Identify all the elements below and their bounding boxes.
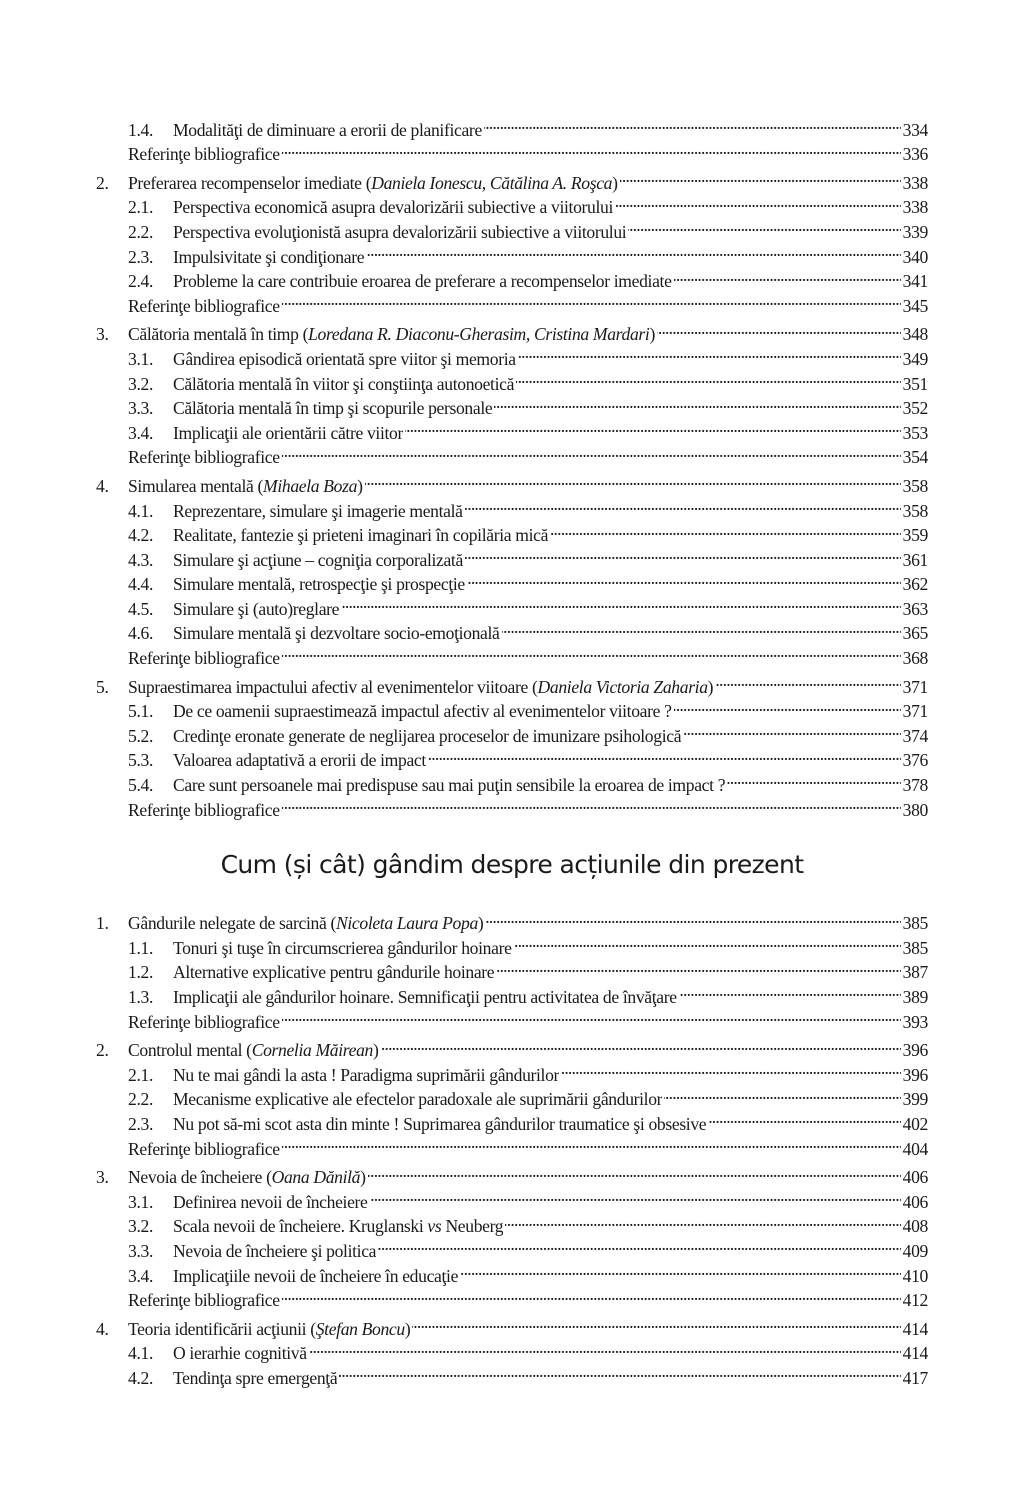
- toc-chapter: [96, 1032, 928, 1159]
- subsection-title-text: Implicaţii ale orientării către viitor: [173, 422, 403, 443]
- page-number: 406: [902, 1191, 928, 1212]
- subsection-number: 5.2.: [128, 725, 153, 746]
- subsection-title-text: Tendinţa spre emergenţă: [173, 1367, 338, 1388]
- references-title: Referinţe bibliografice: [128, 799, 280, 820]
- subsection-number: 2.3.: [128, 1113, 153, 1134]
- subsection-title-text: Realitate, fantezie şi prieteni imaginari în copilăria mică: [173, 525, 549, 546]
- subsection-title-text: Simulare mentală, retrospecţie şi prospecţie: [173, 574, 465, 595]
- chapter-number: 4.: [96, 475, 109, 496]
- dot-leader: [485, 905, 900, 930]
- chapter-title-text: Preferarea recompenselor imediate (: [128, 172, 372, 193]
- dot-leader: [339, 1359, 900, 1384]
- subsection-title: [173, 195, 613, 220]
- subsection-number: 3.4.: [128, 422, 153, 443]
- dot-leader: [615, 189, 901, 214]
- chapter-title: [128, 1165, 366, 1190]
- subsection-title-text: Gândirea episodică orientată spre viitor şi memoria: [173, 348, 516, 369]
- subsection-title: [173, 936, 512, 961]
- dot-leader: [494, 390, 900, 415]
- page-number: 412: [902, 1290, 928, 1311]
- subsection-title: [173, 372, 514, 397]
- page-number: 336: [902, 144, 928, 165]
- dot-leader: [282, 1003, 901, 1028]
- subsection-title-italic: vs: [427, 1216, 442, 1237]
- references-title: Referinţe bibliografice: [128, 144, 280, 165]
- subsection-title-text: Perspectiva economică asupra devalorizării subiective a viitorului: [173, 197, 614, 218]
- page-number: 406: [902, 1167, 928, 1188]
- dot-leader: [502, 615, 901, 640]
- references-title: Referinţe bibliografice: [128, 1138, 280, 1159]
- subsection-title: [173, 1341, 307, 1366]
- dot-leader: [727, 766, 900, 791]
- subsection-number: 4.4.: [128, 574, 153, 595]
- dot-leader: [505, 1208, 900, 1233]
- toc-chapter: [96, 905, 928, 1032]
- page-number: 371: [902, 701, 928, 722]
- page-number: 378: [902, 775, 928, 796]
- chapter-authors: Oana Dănilă: [271, 1167, 361, 1188]
- page-number: 359: [902, 525, 928, 546]
- dot-leader: [412, 1310, 900, 1335]
- page-number: 389: [902, 987, 928, 1007]
- dot-leader: [365, 467, 901, 492]
- dot-leader: [674, 263, 901, 288]
- subsection-number: 4.1.: [128, 1343, 153, 1364]
- page-number: 363: [902, 598, 928, 619]
- dot-leader: [550, 517, 901, 542]
- page-number: 358: [902, 475, 928, 496]
- chapter-title-text: Călătoria mentală în timp (: [128, 324, 309, 345]
- chapter-title-text: Simularea mentală (: [128, 475, 264, 496]
- page-number: 358: [902, 500, 928, 521]
- dot-leader: [628, 213, 900, 238]
- dot-leader: [405, 414, 901, 439]
- subsection-number: 3.4.: [128, 1265, 153, 1286]
- dot-leader: [381, 1032, 901, 1057]
- subsection-title-text: Valoarea adaptativă a erorii de impact: [173, 750, 426, 771]
- dot-leader: [428, 742, 901, 767]
- subsection-number: 3.3.: [128, 1240, 153, 1261]
- dot-leader: [282, 287, 901, 312]
- section-heading: Cum (și cât) gândim despre acțiunile din prezent: [220, 849, 804, 879]
- subsection-title-text: Simulare şi (auto)reglare: [173, 598, 340, 619]
- toc-chapter-row[interactable]: [96, 668, 928, 697]
- subsection-title-text: Implicaţiile nevoii de încheiere în educaţie: [173, 1265, 459, 1286]
- dot-leader: [683, 717, 901, 742]
- page-number: 345: [902, 295, 928, 316]
- chapter-authors: Mihaela Boza: [263, 475, 358, 496]
- subsection-title-text: Nevoia de încheiere şi politica: [173, 1240, 377, 1261]
- subsection-title-text: Nu te mai gândi la asta ! Paradigma suprimării gândurilor: [173, 1064, 560, 1085]
- page-number: 393: [902, 1011, 928, 1032]
- chapter-authors: Nicoleta Laura Popa: [335, 913, 478, 934]
- subsection-number: 2.4.: [128, 271, 153, 292]
- subsection-number: 4.3.: [128, 549, 153, 570]
- page-number: 368: [902, 648, 928, 669]
- chapter-title-end: ): [357, 475, 363, 496]
- page-number: 417: [902, 1367, 928, 1388]
- chapter-title-text: Controlul mental (: [128, 1040, 252, 1061]
- toc-chapter-row[interactable]: [96, 164, 928, 193]
- page-number: 414: [902, 1318, 928, 1339]
- references-title: Referinţe bibliografice: [128, 1011, 280, 1032]
- dot-leader: [664, 1081, 900, 1106]
- dot-leader: [715, 668, 900, 693]
- chapter-title-end: ): [372, 1040, 379, 1061]
- subsection-number: 3.2.: [128, 1216, 153, 1237]
- subsection-number: 5.4.: [128, 775, 153, 796]
- subsection-title: [173, 347, 516, 372]
- page-number: 351: [902, 373, 928, 394]
- subsection-number: 1.2.: [128, 962, 153, 983]
- subsection-title-text: Tonuri şi tuşe în circumscrierea gândurilor hoinare: [173, 937, 512, 958]
- subsection-number: 2.1.: [128, 1064, 153, 1085]
- subsection-title-text: Reprezentare, simulare şi imagerie mentală: [173, 500, 463, 521]
- dot-leader: [460, 1257, 901, 1282]
- dot-leader: [465, 492, 901, 517]
- chapter-title-text: Teoria identificării acţiunii (: [128, 1318, 316, 1339]
- subsection-number: 4.1.: [128, 500, 153, 521]
- page-number: 334: [902, 119, 928, 140]
- toc-chapter-row[interactable]: [96, 467, 928, 496]
- subsection-title-text: Perspectiva evoluţionistă asupra devalorizării subiective a viitorului: [173, 221, 627, 242]
- chapter-authors: Daniela Victoria Zaharia: [537, 676, 708, 697]
- subsection-title: [173, 499, 463, 524]
- chapter-number: 1.: [96, 913, 109, 934]
- dot-leader: [496, 954, 900, 979]
- chapter-title-end: ): [360, 1167, 366, 1188]
- page-number: 408: [902, 1216, 928, 1237]
- chapter-authors: Ştefan Boncu: [315, 1318, 405, 1339]
- toc-chapter: [96, 316, 928, 468]
- subsection-title: [173, 1366, 337, 1391]
- subsection-title-text: Simulare şi acţiune – cogniţia corporalizată: [173, 549, 463, 570]
- subsection-title-text: Călătoria mentală în viitor şi conştiinţa autonoetică: [173, 373, 515, 394]
- subsection-title: [173, 1063, 559, 1088]
- dot-leader: [708, 1105, 900, 1130]
- chapter-number: 3.: [96, 1167, 109, 1188]
- toc-chapter-continued: [96, 111, 928, 165]
- page-number: 396: [902, 1064, 928, 1085]
- toc-chapter-row[interactable]: [96, 1032, 928, 1061]
- chapter-title-text: Nevoia de încheiere (: [128, 1167, 272, 1188]
- dot-leader: [484, 111, 901, 136]
- subsection-title: [173, 1087, 662, 1112]
- subsection-title-text: Simulare mentală şi dezvoltare socio-emoţională: [173, 623, 500, 644]
- page-number: 371: [902, 676, 928, 697]
- dot-leader: [378, 1232, 901, 1257]
- dot-leader: [465, 541, 901, 566]
- dot-leader: [657, 316, 901, 341]
- subsection-number: 4.2.: [128, 525, 153, 546]
- subsection-title-text: De ce oamenii supraestimează impactul afectiv al evenimentelor viitoare ?: [173, 701, 672, 722]
- page-number: 338: [902, 172, 928, 193]
- toc-chapter: [96, 1310, 928, 1388]
- page-number: 376: [902, 750, 928, 771]
- toc-chapter-row[interactable]: [96, 1310, 928, 1339]
- subsection-title-text: Scala nevoii de încheiere. Kruglanski: [173, 1216, 428, 1237]
- subsection-number: 5.1.: [128, 701, 153, 722]
- part1-chapter-list: [96, 164, 928, 820]
- subsection-title: [173, 699, 672, 724]
- references-title: Referinţe bibliografice: [128, 648, 280, 669]
- subsection-number: 3.1.: [128, 1191, 153, 1212]
- page-number: 414: [902, 1343, 928, 1364]
- subsection-number: 2.2.: [128, 1089, 153, 1110]
- subsection-number: 4.2.: [128, 1367, 153, 1388]
- chapter-title-end: ): [477, 913, 484, 934]
- table-of-contents: [96, 111, 928, 1388]
- subsection-number: 1.1.: [128, 937, 153, 958]
- subsection-title: [173, 597, 339, 622]
- subsection-number: 5.3.: [128, 750, 153, 771]
- subsection-title: [173, 960, 494, 985]
- chapter-number: 5.: [96, 676, 109, 697]
- subsection-title: [173, 1190, 368, 1215]
- chapter-number: 2.: [96, 172, 109, 193]
- dot-leader: [282, 639, 901, 664]
- subsection-number: 4.5.: [128, 598, 153, 619]
- chapter-title-text: Supraestimarea impactului afectiv al evenimentelor viitoare (: [128, 676, 538, 697]
- subsection-title-text: Nu pot să-mi scot asta din minte ! Suprimarea gândurilor traumatice şi obsesive: [173, 1113, 707, 1134]
- page-number: 348: [902, 324, 928, 345]
- subsection-title: [173, 245, 364, 270]
- chapter-title: [128, 474, 363, 499]
- subsection-title-text: Credinţe eronate generate de neglijarea proceselor de imunizare psihologică: [173, 725, 682, 746]
- dot-leader: [514, 929, 901, 954]
- subsection-title-text: Care sunt persoanele mai predispuse sau mai puţin sensibile la eroarea de impact ?: [173, 775, 726, 796]
- subsection-title-after: Neuberg: [441, 1216, 504, 1237]
- chapter-title: [128, 911, 483, 936]
- page-number: 402: [902, 1113, 928, 1134]
- page-number: 341: [902, 271, 928, 292]
- page-number: 374: [902, 725, 928, 746]
- subsection-title-text: Alternative explicative pentru gândurile hoinare: [173, 962, 495, 983]
- page-number: 362: [902, 574, 928, 595]
- subsection-number: 4.6.: [128, 623, 153, 644]
- dot-leader: [368, 1159, 901, 1184]
- subsection-title-text: Probleme la care contribuie eroarea de preferare a recompenselor imediate: [173, 271, 672, 292]
- page-number: 409: [902, 1240, 928, 1261]
- subsection-number: 3.3.: [128, 398, 153, 419]
- toc-chapter-row[interactable]: [96, 905, 928, 934]
- chapter-number: 3.: [96, 324, 109, 345]
- page-number: 354: [902, 447, 928, 468]
- part2-chapter-list: [96, 905, 928, 1388]
- chapter-authors: Loredana R. Diaconu-Gherasim, Cristina Mardari: [308, 324, 650, 345]
- dot-leader: [282, 1130, 901, 1155]
- dot-leader: [516, 365, 901, 390]
- chapter-title-end: ): [649, 324, 655, 345]
- subsection-title: [173, 548, 463, 573]
- page-number: 385: [902, 913, 928, 934]
- toc-chapter: [96, 668, 928, 820]
- dot-leader: [366, 238, 901, 263]
- dot-leader: [518, 340, 901, 365]
- page-number: 361: [902, 549, 928, 570]
- dot-leader: [282, 439, 901, 464]
- dot-leader: [620, 164, 901, 189]
- dot-leader: [561, 1056, 901, 1081]
- chapter-number: 2.: [96, 1040, 109, 1061]
- subsection-title-text: Definirea nevoii de încheiere: [173, 1191, 368, 1212]
- page-number: 410: [902, 1265, 928, 1286]
- subsection-number: 1.4.: [128, 119, 153, 140]
- page-number: 380: [902, 799, 928, 820]
- page-number: 339: [902, 221, 928, 242]
- chapter-number: 4.: [96, 1318, 109, 1339]
- toc-chapter: [96, 467, 928, 669]
- dot-leader: [674, 693, 901, 718]
- subsection-number: 2.3.: [128, 246, 153, 267]
- subsection-number: 3.1.: [128, 348, 153, 369]
- chapter-title-text: Gândurile nelegate de sarcină (: [128, 913, 336, 934]
- dot-leader: [282, 1282, 901, 1307]
- page-number: 352: [902, 398, 928, 419]
- references-title: Referinţe bibliografice: [128, 1290, 280, 1311]
- page-number: 404: [902, 1138, 928, 1159]
- subsection-number: 1.3.: [128, 987, 153, 1007]
- toc-subsection-row[interactable]: [96, 111, 928, 140]
- dot-leader: [467, 566, 901, 591]
- toc-chapter: [96, 1159, 928, 1311]
- page-number: 340: [902, 246, 928, 267]
- page-number: 349: [902, 348, 928, 369]
- dot-leader: [370, 1183, 901, 1208]
- subsection-number: 2.2.: [128, 221, 153, 242]
- toc-chapter-row[interactable]: [96, 1159, 928, 1188]
- subsection-title-text: O ierarhie cognitivă: [173, 1343, 307, 1364]
- page-number: 365: [902, 623, 928, 644]
- references-title: Referinţe bibliografice: [128, 447, 280, 468]
- subsection-title-text: Călătoria mentală în timp şi scopurile personale: [173, 398, 493, 419]
- chapter-title: [128, 171, 618, 196]
- chapter-title-end: ): [404, 1318, 411, 1339]
- chapter-authors: Cornelia Măirean: [251, 1040, 373, 1061]
- page-number: 338: [902, 197, 928, 218]
- subsection-number: 2.1.: [128, 197, 153, 218]
- page-number: 399: [902, 1089, 928, 1110]
- subsection-title-text: Mecanisme explicative ale efectelor paradoxale ale suprimării gândurilor: [173, 1089, 663, 1110]
- page-number: 385: [902, 937, 928, 958]
- references-title: Referinţe bibliografice: [128, 295, 280, 316]
- chapter-title: [128, 1038, 379, 1063]
- chapter-title-end: ): [707, 676, 714, 697]
- subsection-number: 3.2.: [128, 373, 153, 394]
- page-number: 353: [902, 422, 928, 443]
- dot-leader: [679, 978, 901, 1003]
- subsection-title: [173, 1239, 376, 1264]
- page-number: 387: [902, 962, 928, 983]
- chapter-title: [128, 675, 713, 700]
- dot-leader: [282, 136, 901, 161]
- dot-leader: [309, 1335, 901, 1360]
- toc-chapter: [96, 164, 928, 316]
- subsection-title: Modalităţi de diminuare a erorii de planificare: [173, 119, 482, 140]
- page-number: 396: [902, 1040, 928, 1061]
- dot-leader: [282, 791, 901, 816]
- toc-chapter-row[interactable]: [96, 316, 928, 345]
- subsection-title: [173, 748, 426, 773]
- dot-leader: [341, 590, 901, 615]
- subsection-title-text: Implicaţii ale gândurilor hoinare. Semnificaţii pentru activitatea de învăţare: [173, 987, 677, 1007]
- subsection-title-text: Impulsivitate şi condiţionare: [173, 246, 365, 267]
- chapter-authors: Daniela Ionescu, Cătălina A. Roşca: [371, 172, 613, 193]
- chapter-title-end: ): [612, 172, 618, 193]
